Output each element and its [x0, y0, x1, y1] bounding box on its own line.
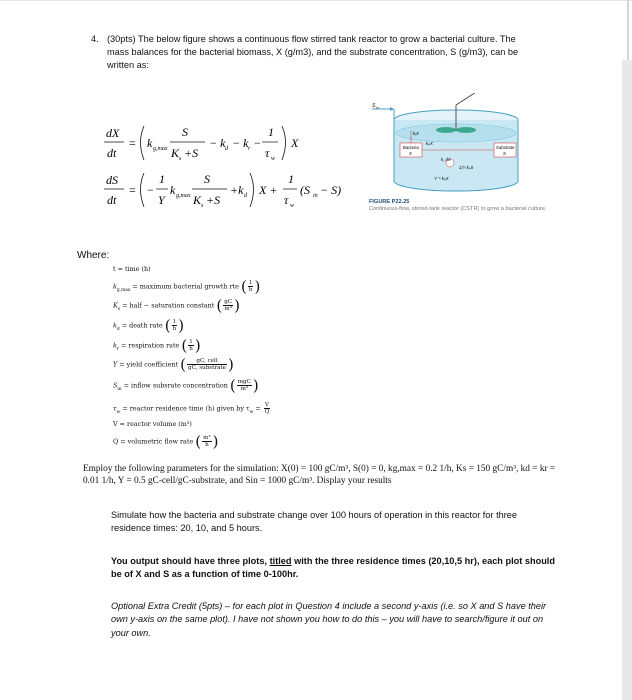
definition-kgmax-unit: [248, 280, 254, 293]
definition-kd: $k_d$ = death rate ( $\frac{1}{h}$ ): [113, 316, 185, 335]
eq2-lhs-num: dS: [106, 173, 118, 187]
eq2-tau: τ: [284, 193, 289, 207]
definition-tau-equals: =: [253, 404, 263, 413]
definition-kr-unit-num: 1: [189, 339, 193, 345]
definition-volume: [113, 420, 192, 428]
eq2-one: 1: [159, 172, 165, 186]
definition-ks: $K_s$ = half − saturation constant ( $\frac{gC}{\text{m³}}$ ): [113, 296, 240, 315]
definition-ks-symbol: K: [113, 301, 118, 310]
eq2-tail-b: − S): [320, 183, 342, 197]
eq2-kd-sub: d: [244, 193, 247, 199]
eq1-x: X: [291, 136, 299, 150]
eq1-den-plus-s: +S: [184, 146, 199, 160]
eq1-k: k: [147, 136, 153, 150]
definition-ks-unit-den: m³: [224, 306, 232, 312]
definition-kr-unit: [188, 339, 194, 352]
definition-y-symbol: Y: [113, 360, 118, 369]
eq1-lhs-num: dX: [106, 126, 120, 140]
definition-kgmax-symbol: k: [113, 282, 117, 291]
substrate-box-label: Substrate: [496, 145, 515, 150]
rate-uptake-label: Y⁻¹ kₚX: [434, 176, 449, 181]
definition-flow: Q = volumetric flow rate ( $\frac{\text{m³}}{h}$ ): [113, 432, 219, 451]
page-top-border: [0, 0, 632, 1]
eq1-minus-kd: − k: [209, 136, 226, 150]
scrollbar-track[interactable]: [622, 60, 632, 700]
substrate-box-var: S: [503, 151, 506, 156]
definition-sin-unit-num: mgC: [237, 379, 251, 385]
definition-volume-text: V = reactor volume (m³): [113, 420, 192, 428]
impeller-blade-left: [436, 127, 456, 133]
definition-kd-unit-den: h: [172, 326, 177, 332]
bacteria-box-label: Bacteria: [403, 145, 419, 150]
eq1-tau-sub: w: [271, 156, 276, 162]
definition-tau-sub: w: [116, 409, 121, 415]
figure-caption-description: Continuous-flow, stirred-tank reactor (CSTR) to grow a bacterial culture.: [369, 205, 547, 212]
definition-time: [113, 265, 151, 273]
definition-flow-unit: [202, 435, 212, 448]
definition-y-unit-den: gC, substrate: [188, 365, 226, 371]
definition-kr-text: = respiration rate: [118, 341, 182, 350]
instruction-output-a: You output should have three plots,: [111, 556, 270, 566]
scrollbar-edge: [627, 0, 629, 60]
figure-caption: [369, 199, 559, 212]
definition-kgmax: $k_{g,max}$ = maximum bacterial growth rte ( $\frac{1}{h}$ ): [113, 277, 261, 296]
definition-kd-sub: d: [116, 326, 120, 332]
definition-sin-sub: in: [117, 386, 122, 392]
definition-kr: $k_r$ = respiration rate ( $\frac{1}{h}$ ): [113, 336, 201, 355]
eq2-lhs-den: dt: [107, 193, 117, 207]
definition-kgmax-text: = maximum bacterial growth rte: [130, 282, 241, 291]
definition-sin-unit-den: m³: [240, 386, 249, 392]
definition-kd-unit: [172, 319, 178, 332]
cstr-figure: [366, 93, 534, 203]
eq2-k: k: [170, 183, 176, 197]
eq2-plus-kd: +k: [230, 183, 244, 197]
where-label: Where:: [77, 250, 110, 261]
svg-text:=: =: [129, 183, 136, 197]
bacteria-box-var: X: [409, 151, 412, 156]
eq2-tau-sub: w: [290, 203, 295, 209]
definition-kd-symbol: k: [113, 321, 117, 330]
eq1-one: 1: [268, 125, 274, 139]
definition-tau-unit-num: V: [265, 402, 270, 408]
definition-ks-unit: [223, 299, 233, 312]
figure-caption-title: FIGURE P22.25: [369, 199, 410, 205]
simulation-parameters: Employ the following parameters for the simulation: X(0) = 100 gC/m³, S(0) = 0, kg,max = 0.2 1/h, Ks = 150 gC/m³, kd = kr = 0.01 1/h, Y = 0.5 gC-cell/gC-substrate, and Sin = 1000 gC/m³. Display your results: [83, 464, 556, 487]
eq2-tail-a: (S: [300, 183, 310, 197]
question-text: (30pts) The below figure shows a continuous flow stirred tank reactor to grow a bacterial culture. The mass balances for the bacterial biomass, X (g/m3), and the substrate concentration, S (g/m3), can be written as:: [107, 34, 519, 71]
eq1-k-sub: g,max: [153, 146, 168, 152]
definition-kgmax-unit-den: h: [248, 287, 253, 293]
eq1-lhs-den: dt: [107, 146, 117, 160]
definition-tau-unit-den: Q: [264, 409, 270, 415]
definition-tau-rhs-sub: w: [249, 409, 254, 415]
definition-ks-unit-num: gC: [224, 299, 233, 305]
inflow-label: S: [372, 103, 376, 109]
instruction-output-underlined: titled: [269, 556, 292, 566]
eq1-tau: τ: [265, 146, 270, 160]
definition-y: Y = yield coefficient ( $\frac{\text{gC, cell}}{\text{gC, substrate}}$ ): [113, 355, 234, 374]
svg-text:1: 1: [288, 172, 294, 186]
eq1-minus-kr: − k: [232, 136, 249, 150]
svg-text:=: =: [129, 136, 136, 150]
eq1-ks-sub: s: [179, 156, 182, 162]
definition-ks-text: = half − saturation constant: [120, 301, 217, 310]
definition-kr-symbol: k: [113, 341, 117, 350]
eq2-k-sub: g,max: [176, 193, 191, 199]
definition-kd-text: = death rate: [119, 321, 165, 330]
definition-y-text: = yield coefficient: [117, 360, 181, 369]
eq2-x-plus: X +: [259, 183, 278, 197]
definition-tau-unit: [264, 402, 271, 415]
definition-kr-sub: r: [116, 346, 119, 352]
rate-growth-label: kₚX: [426, 141, 433, 146]
equation-biomass-svg: [99, 117, 339, 173]
definition-ks-sub: s: [117, 306, 121, 312]
definition-sin-unit: [237, 379, 252, 392]
eq1-kd-sub: d: [225, 146, 228, 152]
definition-tau-symbol: τ: [113, 404, 117, 413]
svg-text:−: −: [147, 183, 154, 197]
eq2-den-plus-s: +S: [206, 193, 221, 207]
definition-kr-unit-den: h: [189, 346, 193, 352]
instruction-output: [111, 555, 559, 582]
instruction-output-b: with the three residence times (20,10,5 hr), each plot should be of X and S as a function of time 0-100hr.: [111, 556, 555, 580]
definition-time-text: t = time (h): [113, 265, 151, 273]
eq2-ks: K: [193, 193, 202, 207]
definition-kgmax-unit-num: 1: [248, 280, 253, 286]
definition-sin: $S_{in}$ = inflow subsrate concentration ( $\frac{\text{mgC}}{\text{m³}}$ ): [113, 376, 259, 395]
equation-substrate: [99, 167, 359, 228]
definition-sin-symbol: S: [113, 381, 118, 390]
instruction-extra-credit: Optional Extra Credit (5pts) – for each plot in Question 4 include a second y-axis (i.e. so X and S have their own y-axis on the same plot). I have not shown you how to do this – you will have to search/figure it out on your own.: [111, 601, 547, 638]
definition-kd-unit-num: 1: [172, 319, 177, 325]
eq2-y: Y: [158, 193, 165, 207]
inflow-label-sub: in: [376, 106, 379, 110]
eq2-s-num: S: [204, 172, 210, 186]
eq2-tail-sub: in: [313, 193, 318, 199]
definition-flow-unit-num: m³: [203, 435, 211, 441]
instruction-simulate: Simulate how the bacteria and substrate change over 100 hours of operation in this reactor for three residence times: 20, 10, and 5 hours.: [111, 510, 518, 534]
question-number: 4.: [91, 34, 99, 44]
eq2-ks-sub: s: [201, 203, 204, 209]
rate-yield-label: 1/Y kₚX: [459, 165, 474, 170]
eq1-ks: K: [171, 146, 180, 160]
definition-kgmax-sub: g,max: [116, 287, 131, 293]
cstr-diagram: [366, 93, 534, 203]
equation-substrate-svg: [99, 167, 359, 223]
definition-flow-unit-den: h: [205, 442, 209, 448]
eq1-kr-sub: r: [248, 146, 251, 152]
definition-flow-text: Q = volumetric flow rate: [113, 437, 196, 446]
rate-respiration-label: kᵣX: [413, 131, 419, 136]
definition-tau: [113, 402, 271, 415]
rate-death-label: k_dX: [441, 157, 451, 162]
definition-y-unit-num: gC, cell: [187, 358, 227, 365]
definition-sin-text: = inflow subsrate concentration: [121, 381, 230, 390]
impeller-blade-right: [456, 127, 476, 133]
definition-y-unit: [187, 358, 227, 371]
svg-text:−: −: [254, 136, 261, 150]
eq1-s-num: S: [182, 125, 188, 139]
definition-tau-text: = reactor residence time (h) given by τ: [120, 404, 250, 413]
